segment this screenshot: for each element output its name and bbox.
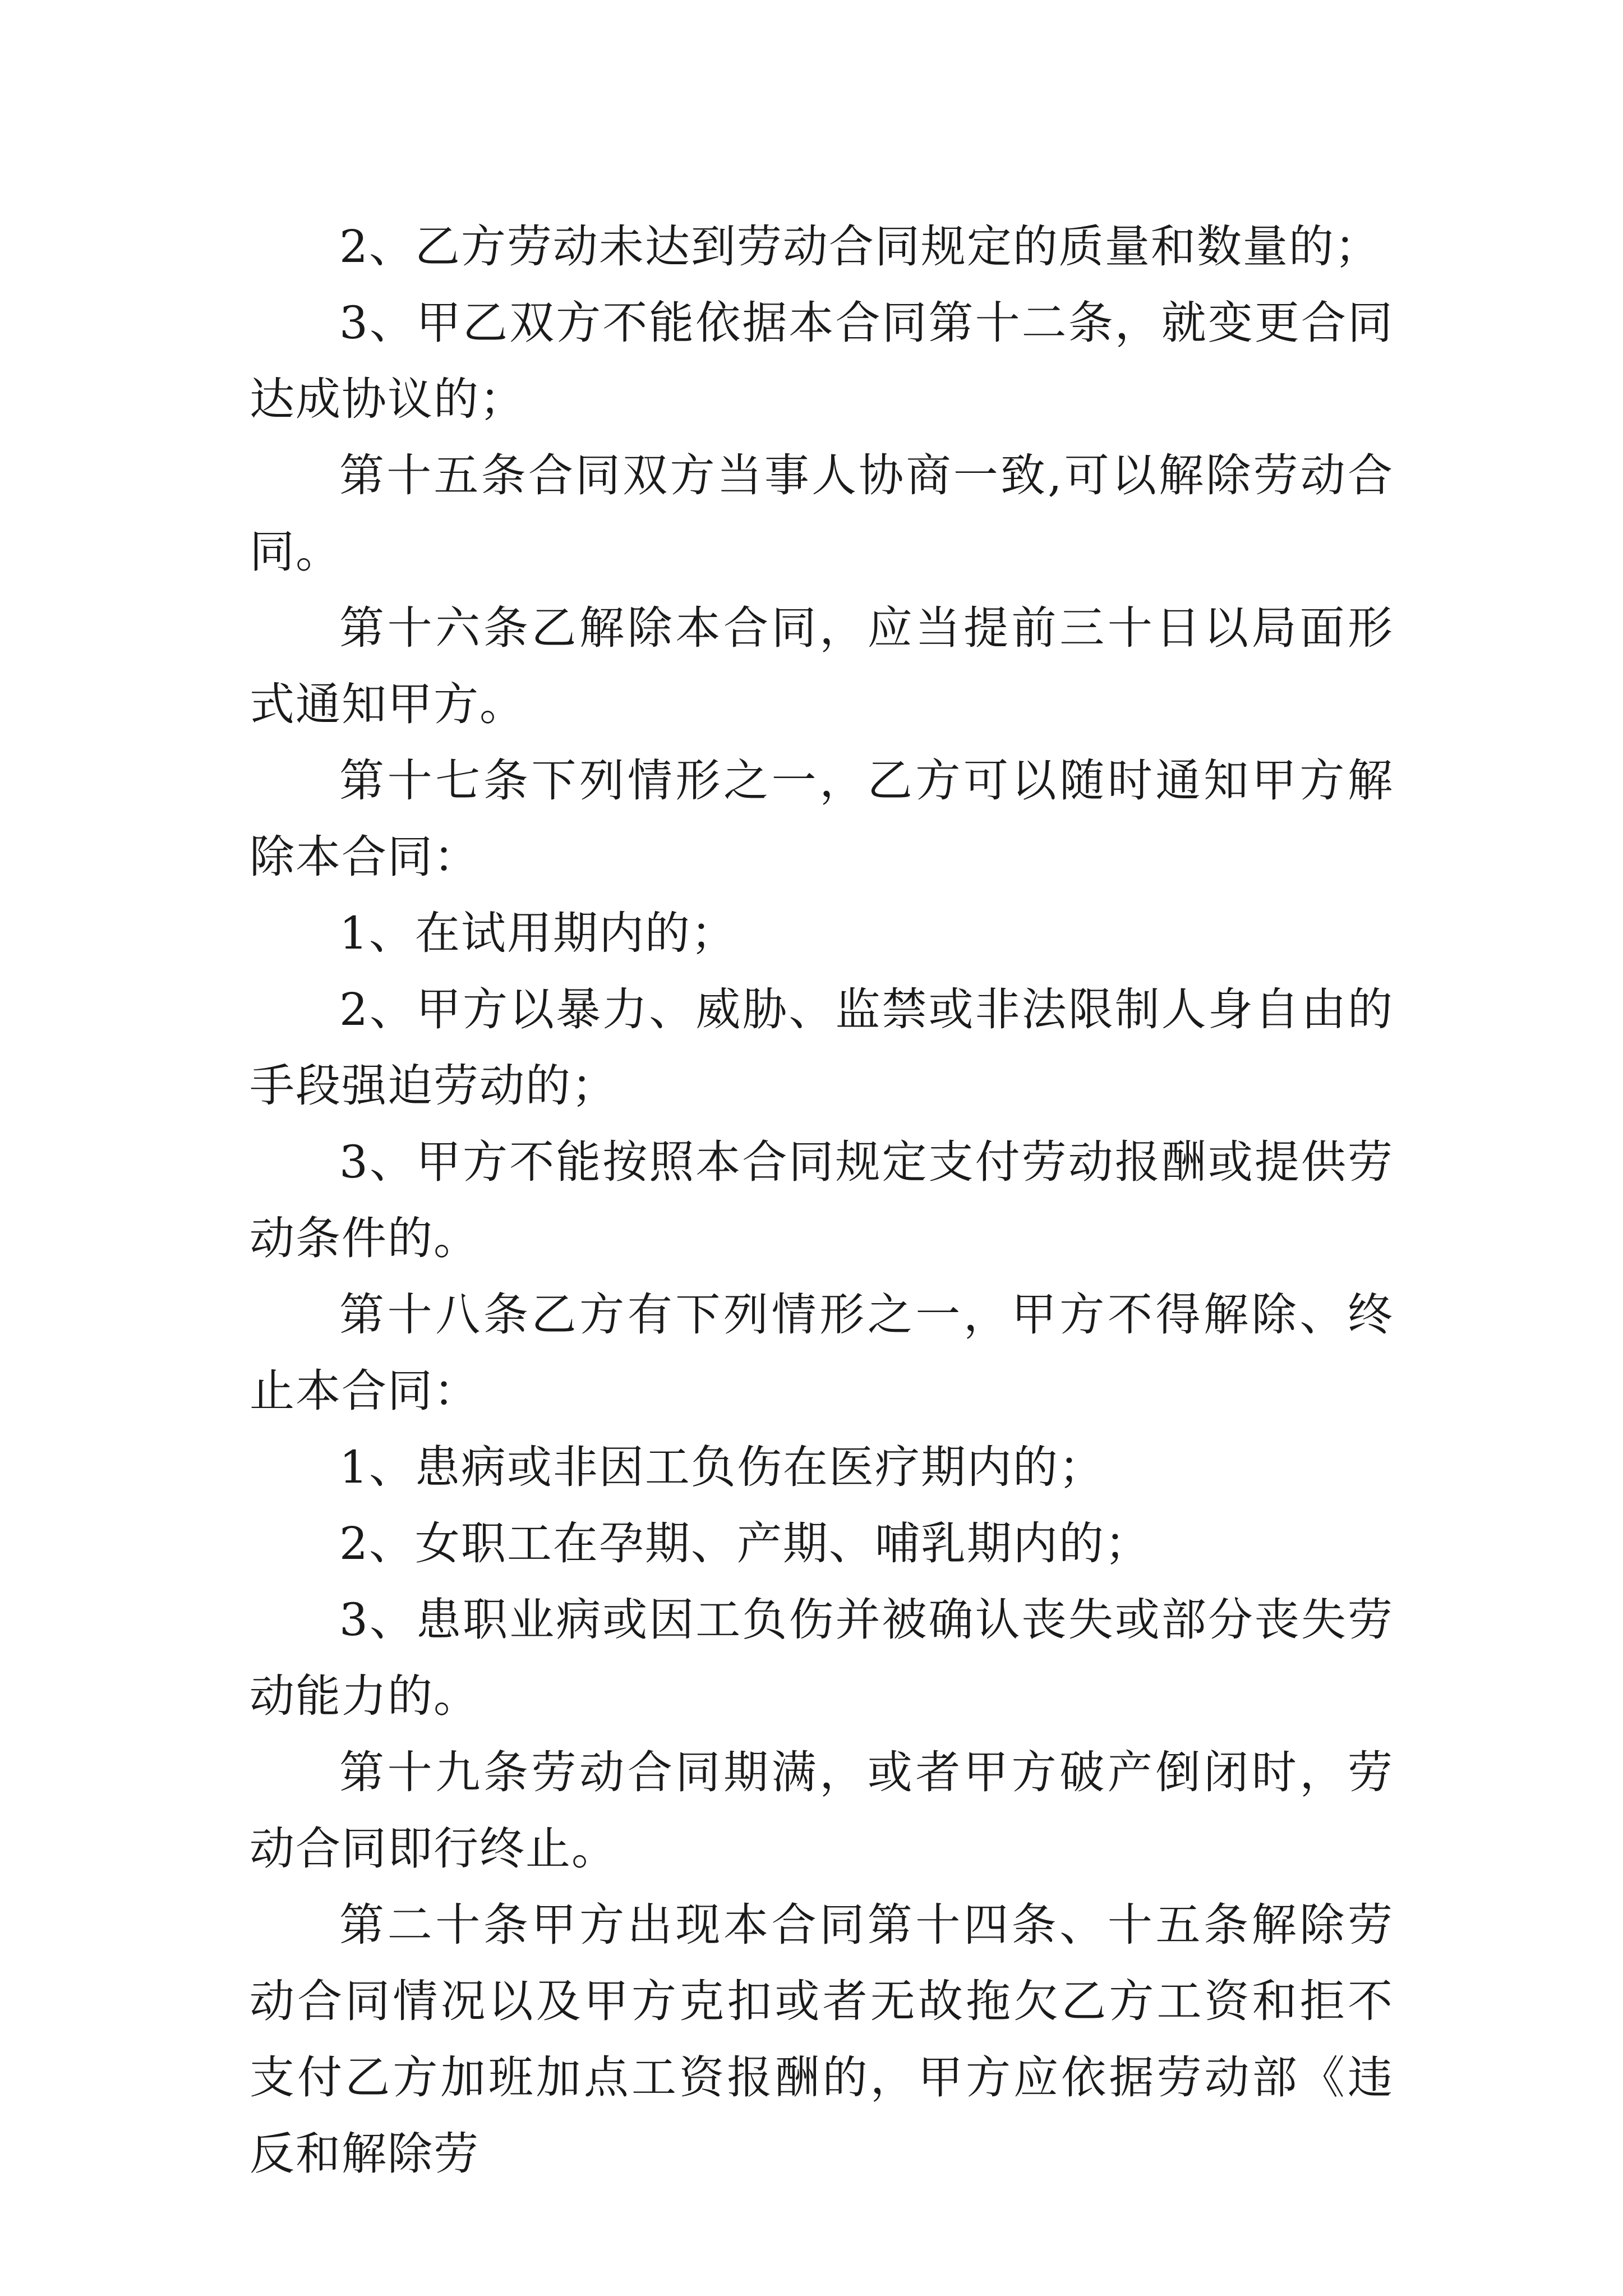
paragraph-9: 第十八条乙方有下列情形之一，甲方不得解除、终止本合同： <box>250 1289 1394 1417</box>
paragraph-2: 3、甲乙双方不能依据本合同第十二条，就变更合同达成协议的； <box>250 297 1394 425</box>
paragraph-5: 第十七条下列情形之一，乙方可以随时通知甲方解除本合同： <box>250 754 1394 883</box>
paragraph-1: 2、乙方劳动未达到劳动合同规定的质量和数量的； <box>339 220 1381 273</box>
document-body <box>250 209 1394 2192</box>
paragraph-4: 第十六条乙解除本合同，应当提前三十日以局面形式通知甲方。 <box>250 602 1394 730</box>
paragraph-12: 3、患职业病或因工负伤并被确认丧失或部分丧失劳动能力的。 <box>250 1594 1394 1722</box>
paragraph-13: 第十九条劳动合同期满，或者甲方破产倒闭时，劳动合同即行终止。 <box>250 1746 1394 1875</box>
paragraph-11: 2、女职工在孕期、产期、哺乳期内的； <box>339 1517 1151 1570</box>
paragraph-3: 第十五条合同双方当事人协商一致,可以解除劳动合同。 <box>250 449 1394 578</box>
paragraph-10: 1、患病或非因工负伤在医疗期内的； <box>339 1441 1105 1493</box>
paragraph-8: 3、甲方不能按照本合同规定支付劳动报酬或提供劳动条件的。 <box>250 1136 1394 1264</box>
paragraph-6: 1、在试用期内的； <box>339 907 737 959</box>
paragraph-7: 2、甲方以暴力、威胁、监禁或非法限制人身自由的手段强迫劳动的； <box>250 983 1394 1112</box>
paragraph-14: 第二十条甲方出现本合同第十四条、十五条解除劳动合同情况以及甲方克扣或者无故拖欠乙方工资和拒不支付乙方加班加点工资报酬的，甲方应依据劳动部《违反和解除劳 <box>250 1899 1394 2180</box>
